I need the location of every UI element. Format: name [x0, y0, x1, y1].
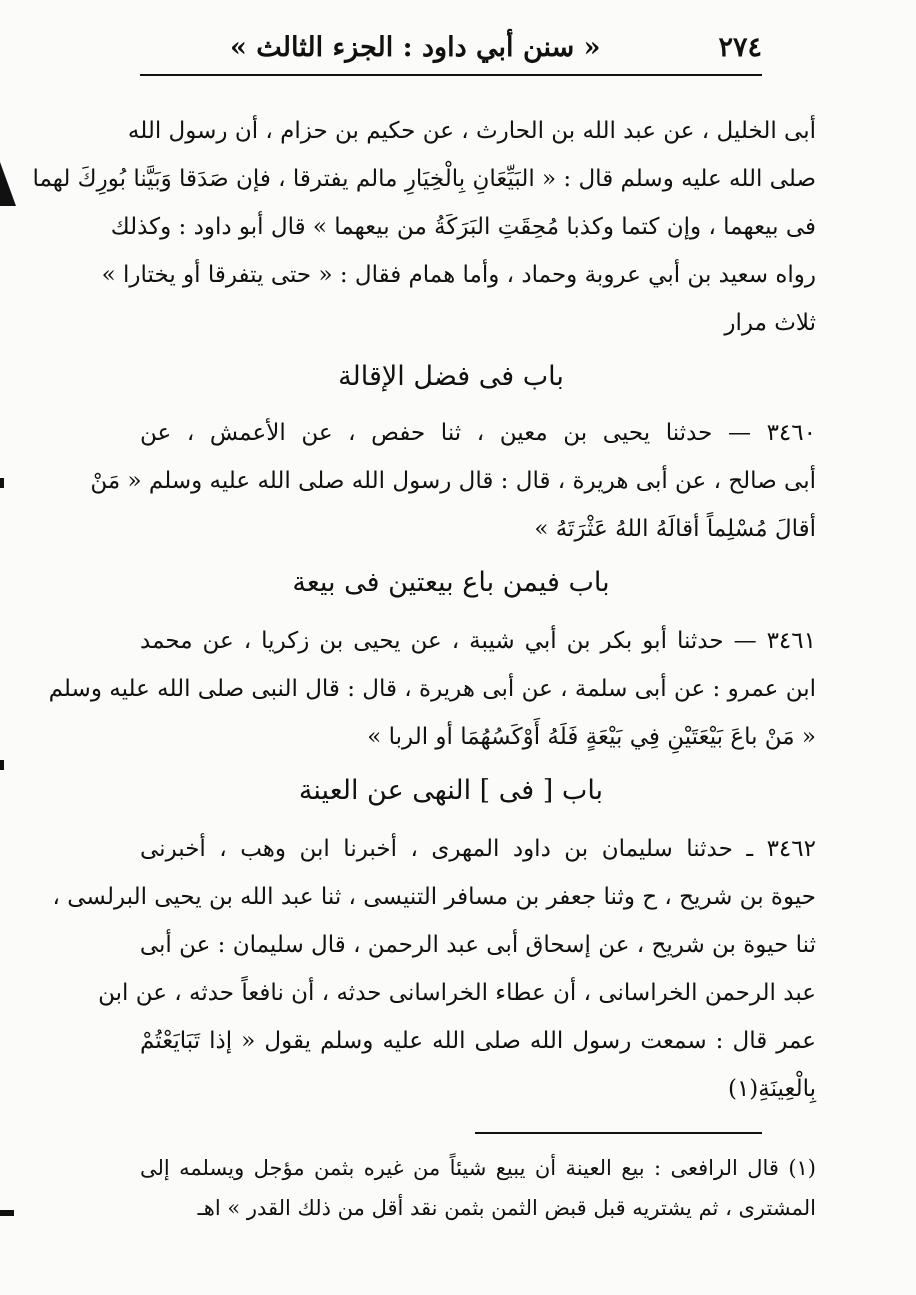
- text-line: ثنا حيوة بن شريح ، عن إسحاق أبى عبد الرحمن ، قال سليمان : عن أبى: [139, 932, 816, 958]
- footnote-rule: [475, 1132, 762, 1134]
- text-line: بِالْعِينَةِ(١): [727, 1076, 816, 1102]
- text-line: أبى صالح ، عن أبى هريرة ، قال : قال رسول الله صلى الله عليه وسلم « مَنْ: [90, 468, 816, 494]
- page-number: ٢٧٤: [718, 32, 762, 63]
- footnote-line: المشترى ، ثم يشتريه قبل قبض الثمن بثمن نقد أقل من ذلك القدر » اهـ: [197, 1196, 816, 1220]
- main-text: [32, 100, 816, 1130]
- footnote: [140, 1150, 816, 1240]
- text-line: عمر قال : سمعت رسول الله صلى الله عليه وسلم يقول « إذا تَبَايَعْتُمْ: [140, 1028, 816, 1054]
- text-line: ٣٤٦١ — حدثنا أبو بكر بن أبي شيبة ، عن يحيى بن زكريا ، عن محمد: [140, 628, 816, 654]
- text-line: « مَنْ باعَ بَيْعَتَيْنِ فِي بَيْعَةٍ فَلَهُ أَوْكَسُهُمَا أو الربا »: [367, 724, 816, 750]
- section-heading: باب فيمن باع بيعتين فى بيعة: [292, 567, 610, 598]
- margin-mark: [0, 1210, 14, 1216]
- margin-mark: [0, 478, 4, 488]
- margin-mark: [0, 760, 4, 770]
- section-heading: باب [ فى ] النهى عن العينة: [298, 775, 604, 806]
- text-line: رواه سعيد بن أبي عروبة وحماد ، وأما همام فقال : « حتى يتفرقا أو يختارا »: [101, 262, 816, 288]
- footnote-line: (١) قال الرافعى : بيع العينة أن يبيع شيئاً من غيره بثمن مؤجل ويسلمه إلى: [140, 1156, 816, 1180]
- header-rule: [140, 74, 762, 76]
- text-line: أقالَ مُسْلِماً أقالَهُ اللهُ عَثْرَتَهُ »: [534, 516, 816, 542]
- running-title: « سنن أبي داود : الجزء الثالث »: [230, 32, 601, 63]
- margin-mark: [0, 162, 16, 206]
- section-heading: باب فى فضل الإقالة: [338, 361, 564, 392]
- text-line: ٣٤٦٢ ـ حدثنا سليمان بن داود المهرى ، أخبرنا ابن وهب ، أخبرنى: [140, 836, 816, 862]
- running-header: [140, 28, 762, 74]
- text-line: ابن عمرو : عن أبى سلمة ، عن أبى هريرة ، قال : قال النبى صلى الله عليه وسلم: [48, 676, 816, 702]
- text-line: صلى الله عليه وسلم قال : « البَيِّعَانِ بِالْخِيَارِ مالم يفترقا ، فإن صَدَقا وَبَيَّنا بُورِكَ لهما: [32, 166, 816, 192]
- text-line: ٣٤٦٠ — حدثنا يحيى بن معين ، ثنا حفص ، عن الأعمش ، عن: [140, 420, 816, 446]
- text-line: عبد الرحمن الخراسانى ، أن عطاء الخراسانى حدثه ، أن نافعاً حدثه ، عن ابن: [98, 980, 816, 1006]
- text-line: أبى الخليل ، عن عبد الله بن الحارث ، عن حكيم بن حزام ، أن رسول الله: [127, 118, 816, 144]
- text-line: حيوة بن شريح ، ح وثنا جعفر بن مسافر التنيسى ، ثنا عبد الله بن يحيى البرلسى ،: [52, 884, 816, 910]
- text-line: ثلاث مرار: [724, 310, 816, 336]
- text-line: فى بيعهما ، وإن كتما وكذبا مُحِقَتِ البَرَكَةُ من بيعهما » قال أبو داود : وكذلك: [110, 214, 816, 240]
